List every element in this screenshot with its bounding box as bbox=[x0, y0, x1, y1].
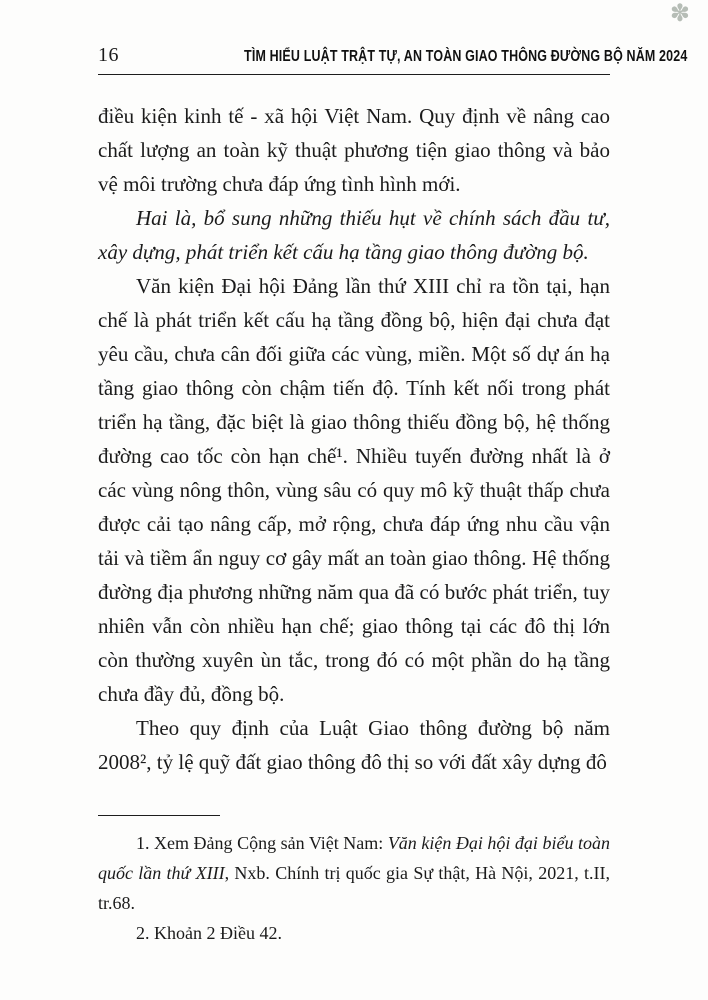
page-content-column bbox=[98, 0, 688, 948]
body-paragraph: Theo quy định của Luật Giao thông đường bộ năm 2008², tỷ lệ quỹ đất giao thông đô thị so với đất xây dựng đô bbox=[98, 716, 610, 774]
running-header bbox=[98, 0, 688, 67]
body-paragraph: Văn kiện Đại hội Đảng lần thứ XIII chỉ ra tồn tại, hạn chế là phát triển kết cấu hạ tầng đồng bộ, hiện đại chưa đạt yêu cầu, chưa cân đối giữa các vùng, miền. Một số dự án hạ tầng giao thông còn chậm tiến độ. Tính kết nối trong phát triển hạ tầng, đặc biệt là giao thông thiếu đồng bộ, hệ thống đường cao tốc còn hạn chế¹. Nhiều tuyến đường nhất là ở các vùng nông thôn, vùng sâu có quy mô kỹ thuật thấp chưa được cải tạo nâng cấp, mở rộng, chưa đáp ứng nhu cầu vận tải và tiềm ẩn nguy cơ gây mất an toàn giao thông. Hệ thống đường địa phương những năm qua đã có bước phát triển, tuy nhiên vẫn còn nhiều hạn chế; giao thông tại các đô thị lớn còn thường xuyên ùn tắc, trong đó có một phần do hạ tầng chưa đầy đủ, đồng bộ. bbox=[98, 274, 610, 706]
page-number: 16 bbox=[98, 44, 119, 66]
footnote-separator-rule bbox=[98, 815, 220, 816]
body-paragraph-italic: Hai là, bổ sung những thiếu hụt về chính sách đầu tư, xây dựng, phát triển kết cấu hạ tầng giao thông đường bộ. bbox=[98, 206, 610, 264]
running-head-title: TÌM HIỂU LUẬT TRẬT TỰ, AN TOÀN GIAO THÔNG ĐƯỜNG BỘ NĂM 2024 bbox=[244, 48, 688, 65]
footnote-1-text-end: , Nxb. Chính trị quốc gia Sự thật, Hà Nội, 2021, t.II, tr.68. bbox=[98, 863, 610, 913]
footnote-1-text: 1. Xem Đảng Cộng sản Việt Nam: bbox=[136, 833, 388, 853]
footnote-1 bbox=[98, 828, 610, 918]
header-rule bbox=[98, 74, 610, 75]
footnote-2: 2. Khoản 2 Điều 42. bbox=[136, 923, 282, 943]
flower-ornament-icon: ✽ bbox=[669, 1, 690, 27]
footnotes-block bbox=[98, 828, 610, 948]
footnote-1-cited-title: Văn kiện Đại hội đại biểu toàn quốc lần thứ XIII bbox=[98, 833, 610, 883]
body-paragraph-continuation: điều kiện kinh tế - xã hội Việt Nam. Quy định về nâng cao chất lượng an toàn kỹ thuật phương tiện giao thông và bảo vệ môi trường chưa đáp ứng tình hình mới. bbox=[98, 104, 610, 196]
page-body bbox=[98, 99, 610, 779]
